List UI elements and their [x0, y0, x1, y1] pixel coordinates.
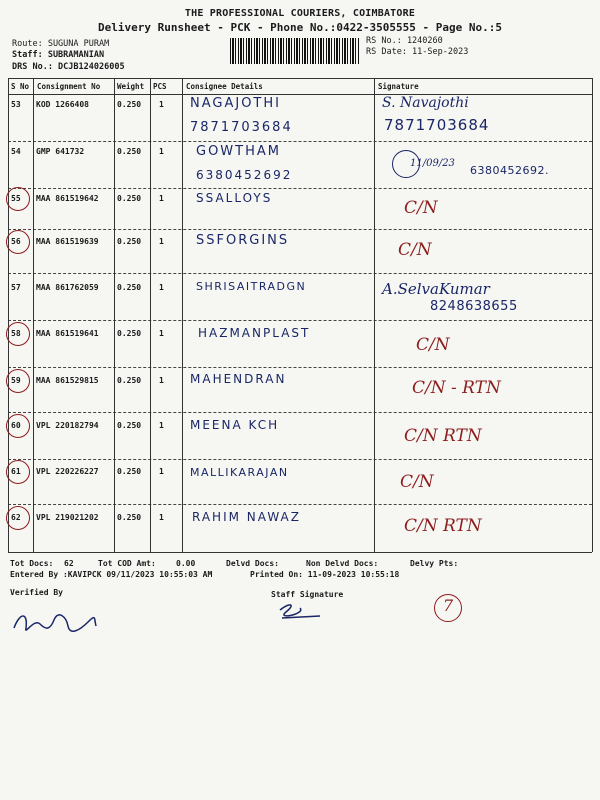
consignee-phone: 6380452692	[196, 168, 293, 182]
signature-phone: 7871703684	[384, 116, 490, 134]
row-consignment: MAA 861519641	[36, 329, 99, 338]
row-divider	[8, 273, 592, 274]
col-border	[374, 78, 375, 552]
total-docs-label: Tot Docs:	[10, 559, 54, 568]
signature: C/N	[398, 240, 432, 260]
consignee-name: MAHENDRAN	[190, 372, 287, 386]
signature: C/N - RTN	[412, 378, 501, 398]
runsheet-subtitle: Delivery Runsheet - PCK - Phone No.:0422-3505555 - Page No.:5	[98, 21, 502, 34]
total-cod-label: Tot COD Amt:	[98, 559, 156, 568]
delivery-points-label: Delvy Pts:	[410, 559, 459, 568]
consignee-name: GOWTHAM	[196, 144, 281, 159]
row-pcs: 1	[159, 513, 164, 522]
row-weight: 0.250	[117, 237, 142, 246]
row-pcs: 1	[159, 467, 164, 476]
row-consignment: VPL 220182794	[36, 421, 99, 430]
col-border	[592, 78, 593, 552]
col-header-consignment: Consignment No	[37, 82, 101, 91]
row-sno: 58	[11, 329, 21, 338]
verified-by-label: Verified By	[10, 588, 63, 597]
row-pcs: 1	[159, 376, 164, 385]
row-pcs: 1	[159, 194, 164, 203]
total-docs-value: 62	[64, 559, 74, 568]
signature: C/N	[404, 198, 438, 218]
row-sno: 62	[11, 513, 21, 522]
row-sno: 61	[11, 467, 21, 476]
row-sno: 55	[11, 194, 21, 203]
total-cod-value: 0.00	[176, 559, 196, 568]
consignee-name: SSALLOYS	[196, 191, 273, 205]
col-header-consignee: Consignee Details	[186, 82, 263, 91]
row-sno: 60	[11, 421, 21, 430]
row-weight: 0.250	[117, 329, 142, 338]
row-consignment: MAA 861762059	[36, 283, 99, 292]
printed-on: Printed On: 11-09-2023 10:55:18	[250, 570, 400, 579]
signature-phone: 6380452692.	[470, 164, 549, 177]
row-weight: 0.250	[117, 376, 142, 385]
row-sno: 54	[11, 147, 21, 156]
row-pcs: 1	[159, 100, 164, 109]
row-consignment: GMP 641732	[36, 147, 85, 156]
consignee-name: HAZMANPLAST	[198, 326, 311, 340]
row-consignment: VPL 219021202	[36, 513, 99, 522]
col-header-signature: Signature	[378, 82, 419, 91]
consignee-name: NAGAJOTHI	[190, 96, 281, 111]
consignee-name: SHRISAITRADGN	[196, 280, 307, 293]
row-sno: 53	[11, 100, 21, 109]
col-header-pcs: PCS	[153, 82, 167, 91]
staff-signature	[276, 600, 326, 624]
staff-label: Staff: SUBRAMANIAN	[12, 50, 105, 60]
row-weight: 0.250	[117, 100, 142, 109]
signature: A.SelvaKumar	[382, 280, 490, 298]
row-consignment: KOD 1266408	[36, 100, 89, 109]
row-weight: 0.250	[117, 194, 142, 203]
row-weight: 0.250	[117, 467, 142, 476]
col-border	[114, 78, 115, 552]
route-label: Route: SUGUNA PURAM	[12, 39, 110, 49]
signature: C/N	[400, 472, 434, 492]
col-header-weight: Weight	[117, 82, 145, 91]
row-pcs: 1	[159, 283, 164, 292]
row-divider	[8, 229, 592, 230]
row-divider	[8, 367, 592, 368]
row-consignment: MAA 861519639	[36, 237, 99, 246]
row-sno: 56	[11, 237, 21, 246]
row-divider	[8, 412, 592, 413]
row-divider	[8, 141, 592, 142]
signature: C/N RTN	[404, 426, 482, 446]
row-divider	[8, 320, 592, 321]
table-top-border	[8, 78, 592, 79]
rs-date: RS Date: 11-Sep-2023	[366, 47, 469, 57]
row-weight: 0.250	[117, 283, 142, 292]
row-consignment: VPL 220226227	[36, 467, 99, 476]
row-consignment: MAA 861529815	[36, 376, 99, 385]
consignee-name: MEENA KCH	[190, 418, 280, 432]
row-pcs: 1	[159, 329, 164, 338]
consignee-name: RAHIM NAWAZ	[192, 510, 301, 524]
drs-number: DRS No.: DCJB124026005	[12, 62, 125, 72]
signature-phone: 8248638655	[430, 299, 518, 314]
table-bottom-border	[8, 552, 592, 553]
row-pcs: 1	[159, 147, 164, 156]
signature: C/N RTN	[404, 516, 482, 536]
delivered-docs-label: Delvd Docs:	[226, 559, 279, 568]
row-weight: 0.250	[117, 513, 142, 522]
non-delivered-docs-label: Non Delvd Docs:	[306, 559, 379, 568]
row-divider	[8, 188, 592, 189]
row-weight: 0.250	[117, 147, 142, 156]
consignee-name: SSFORGINS	[196, 233, 290, 248]
col-border	[8, 78, 9, 552]
table-header-border	[8, 94, 592, 95]
signature: C/N	[416, 335, 450, 355]
row-divider	[8, 504, 592, 505]
verifier-signature	[10, 606, 100, 636]
row-consignment: MAA 861519642	[36, 194, 99, 203]
consignee-phone: 7871703684	[190, 120, 293, 135]
signature: 11/09/23	[410, 158, 455, 169]
company-title: THE PROFESSIONAL COURIERS, COIMBATORE	[184, 8, 416, 19]
barcode	[230, 38, 360, 64]
row-pcs: 1	[159, 421, 164, 430]
row-divider	[8, 459, 592, 460]
col-border	[150, 78, 151, 552]
entered-by: Entered By :KAVIPCK 09/11/2023 10:55:03 AM	[10, 570, 213, 579]
row-pcs: 1	[159, 237, 164, 246]
col-header-sno: S No	[11, 82, 30, 91]
consignee-name: MALLIKARAJAN	[190, 466, 289, 479]
staff-signature-label: Staff Signature	[271, 590, 344, 599]
col-border	[33, 78, 34, 552]
signature: S. Navajothi	[382, 95, 469, 111]
row-sno: 57	[11, 283, 21, 292]
col-border	[182, 78, 183, 552]
circled-count: 7	[443, 596, 454, 615]
row-weight: 0.250	[117, 421, 142, 430]
rs-number: RS No.: 1240260	[366, 36, 443, 46]
row-sno: 59	[11, 376, 21, 385]
